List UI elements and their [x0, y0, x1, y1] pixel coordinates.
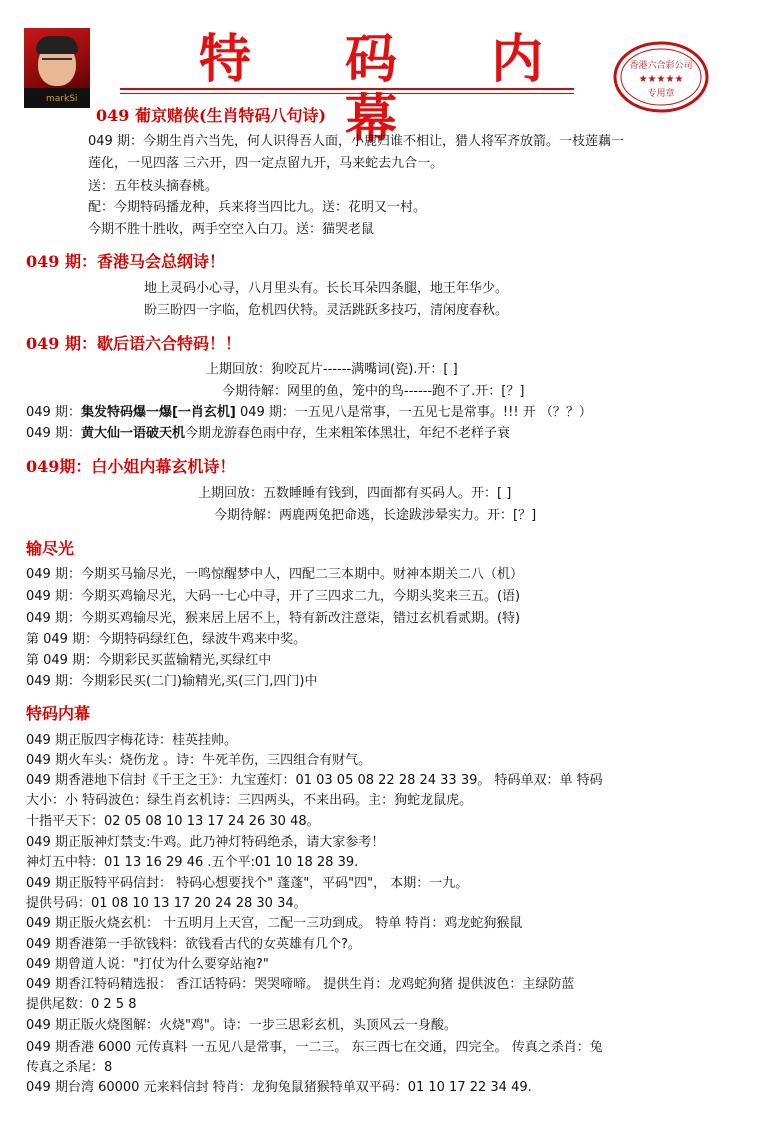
bold-label: 集发特码爆一爆[一肖玄机]	[80, 405, 236, 420]
issue-label: 049 期：	[26, 426, 81, 441]
text-line: 049 期香港地下信封《千王之王》：九宝莲灯：01 03 05 08 22 28 24 33 39。 特码单双：单 特码	[26, 773, 603, 788]
text-line: 莲化，一见四落 三六开，四一定点留九开，马来蛇去九合一。	[88, 156, 444, 171]
section-title-pujing: 049 葡京赌侠(生肖特码八句诗)	[96, 106, 327, 125]
text-line: 049 期：今期买马输尽光，一鸣惊醒梦中人，四配二三本期中。财神本期关二八（机）	[26, 567, 523, 582]
text-line: 送：五年枝头摘春桃。	[88, 179, 219, 194]
text-line: 地上灵码小心寻，八月里头有。长长耳朵四条腿，地王年华少。	[144, 281, 509, 296]
text-line: 049 期正版火烧玄机： 十五明月上天宫，二配一三功到成。 特单 特肖：鸡龙蛇狗猴鼠	[26, 916, 523, 931]
section-title-baixiaojie: 049期：白小姐内幕玄机诗！	[26, 457, 236, 476]
section-title-xiehouyu: 049 期：歇后语六合特码！！	[26, 334, 241, 353]
text-line: 今期不胜十胜收，两手空空入白刀。送：猫哭老鼠	[88, 222, 375, 237]
text-line: 049 期香江特码精选报： 香江话特码：哭哭啼啼。 提供生肖：龙鸡蛇狗猪 提供波色：主绿防蓝	[26, 977, 575, 992]
line-content: 049 期：一五见八是常事，一五见七是常事。!!! 开 （？？）	[235, 405, 592, 420]
text-line: 大小：小 特码波色：绿生肖玄机诗：三四两头，不来出码。主：狗蛇龙鼠虎。	[26, 793, 473, 808]
text-line: 049 期正版四字梅花诗：桂英挂帅。	[26, 733, 237, 748]
section-title-hk-jockey: 049 期：香港马会总纲诗！	[26, 252, 225, 271]
text-line	[26, 426, 510, 442]
seal-top-text: 香港六合彩公司	[629, 61, 693, 71]
text-line: 049 期：今期生肖六当先，何人识得吾人面，小鹿归谁不相让，猎人将军齐放箭。一枝莲藕一	[88, 134, 624, 149]
seal-bottom-text: 专用章	[647, 89, 675, 99]
text-line: 上期回放：狗咬瓦片------满嘴词(瓷).开：[ ]	[206, 362, 458, 377]
text-line: 049 期：今期彩民买(二门)输精光,买(三门,四门)中	[26, 674, 318, 689]
text-line: 049 期台湾 60000 元来料信封 特肖：龙狗兔鼠猪猴特单双平码：01 10 17 22 34 49.	[26, 1080, 532, 1095]
text-line: 049 期香港第一手欲钱料：欲钱看古代的女英雄有几个?。	[26, 937, 361, 952]
text-line: 049 期：今期买鸡输尽光，猴来居上居不上，特有新改注意柒，错过玄机看贰期。(特)	[26, 611, 521, 626]
text-line: 049 期：今期买鸡输尽光，大码一七心中寻，开了三四求二九，今期头奖来三五。(语)	[26, 589, 521, 604]
text-line: 第 049 期：今期特码绿红色，绿波牛鸡来中奖。	[26, 632, 307, 647]
text-line: 配：今期特码播龙种，兵来将当四比九。送：花明又一村。	[88, 200, 427, 215]
seal-stars: ★★★★★	[638, 74, 684, 85]
bold-label: 黄大仙一语破天机	[80, 426, 185, 441]
text-line: 提供号码：01 08 10 13 17 20 24 28 30 34。	[26, 896, 307, 911]
text-line: 今期待解：网里的鱼，笼中的鸟------跑不了.开：[？]	[222, 384, 525, 399]
text-line: 049 期正版特平码信封： 特码心想要找个" 蓬蓬"，平码"四"， 本期：一九。	[26, 876, 469, 891]
avatar-hair	[36, 36, 78, 54]
avatar	[24, 28, 90, 108]
title-divider	[120, 88, 574, 90]
text-line: 传真之杀尾：8	[26, 1060, 113, 1075]
avatar-watermark: markSi	[46, 94, 78, 104]
line-content: 今期龙游春色雨中存，生来粗笨体黑壮，年纪不老样子衰	[184, 426, 510, 441]
text-line: 049 期正版神灯禁支:牛鸡。此乃神灯特码绝杀，请大家参考！	[26, 835, 385, 850]
text-line: 049 期曾道人说："打仗为什么要穿站袍?"	[26, 957, 269, 972]
title-divider-thin	[120, 93, 574, 94]
page-title: 特 码 内 幕	[198, 29, 582, 150]
text-line: 049 期香港 6000 元传真料 一五见八是常事，一二三。 东三西七在交通，四完全。 传真之杀肖：兔	[26, 1040, 603, 1055]
section-title-special-code: 特码内幕	[26, 704, 91, 723]
text-line: 上期回放：五数睡睡有钱到，四面都有买码人。开：[ ]	[198, 486, 512, 501]
section-title-lose-all: 输尽光	[26, 539, 75, 558]
text-line: 盼三盼四一字临，危机四伏特。灵活跳跃多技巧，清闲度春秋。	[144, 303, 509, 318]
text-line: 049 期火车头：烧伤龙 。诗：牛死羊伤，三四组合有财气。	[26, 753, 372, 768]
text-line: 十指平天下：02 05 08 10 13 17 24 26 30 48。	[26, 814, 320, 829]
text-line: 提供尾数：0 2 5 8	[26, 997, 137, 1012]
text-line	[26, 405, 592, 421]
text-line: 今期待解：两鹿两兔把命逃，长途跋涉晕实力。开：[？]	[214, 508, 537, 523]
avatar-glasses	[42, 58, 72, 66]
text-line: 神灯五中特：01 13 16 29 46 .五个平:01 10 18 28 39.	[26, 855, 359, 870]
company-seal	[612, 40, 710, 114]
issue-label: 049 期：	[26, 405, 81, 420]
text-line: 第 049 期：今期彩民买蓝输精光,买绿红中	[26, 653, 272, 668]
text-line: 049 期正版火烧图解：火烧"鸡"。诗：一步三思彩玄机，头顶风云一身酸。	[26, 1018, 457, 1033]
